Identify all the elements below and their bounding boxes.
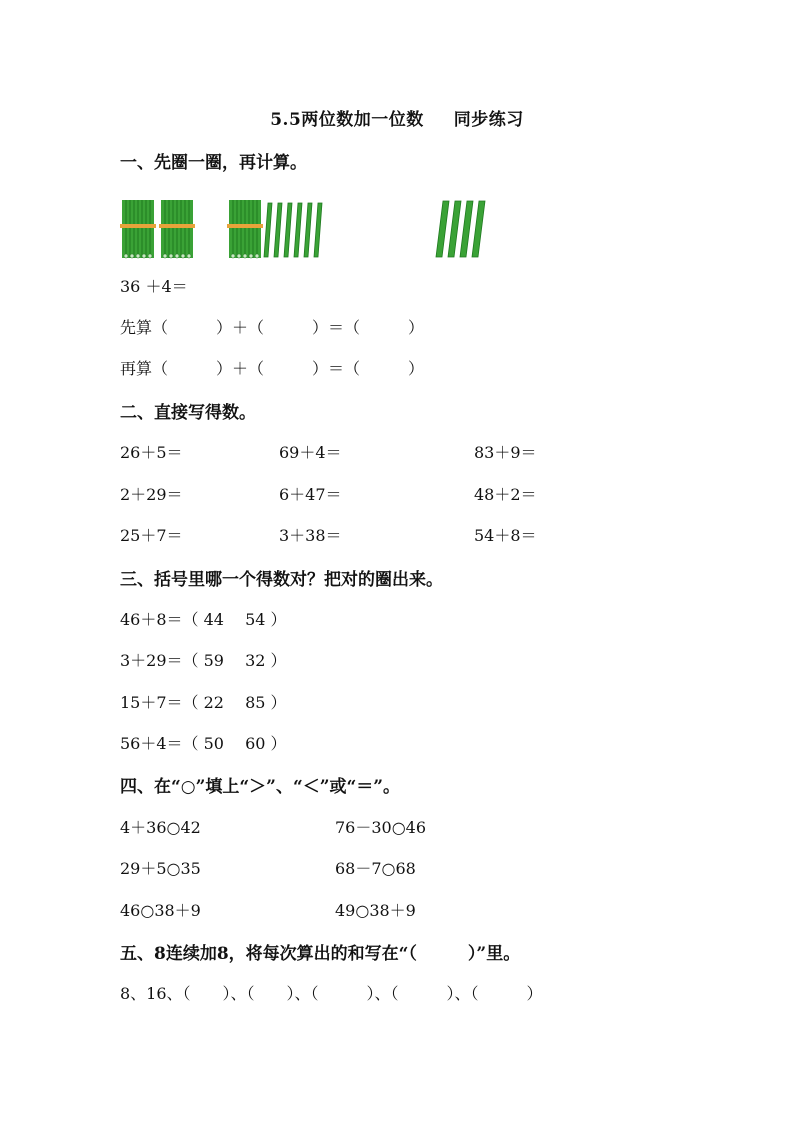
problem-cell: 69＋4＝	[279, 443, 342, 462]
title-part1: 5.5两位数加一位数	[270, 110, 424, 130]
section5-heading: 五、8连续加8，将每次算出的和写在“（ ）”里。	[120, 944, 521, 964]
section4-heading: 四、在“○”填上“＞”、“＜”或“＝”。	[120, 777, 401, 797]
section2-heading: 二、直接写得数。	[120, 403, 256, 423]
compare-cell: 76－30○46	[335, 818, 427, 837]
compare-cell: 49○38＋9	[335, 901, 416, 920]
problem-cell: 48＋2＝	[474, 485, 537, 504]
choice-row: 46＋8＝（ 44 54 ）	[120, 610, 287, 629]
section1-step1: 先算（ ）＋（ ）＝（ ）	[120, 318, 425, 337]
compare-cell: 46○38＋9	[120, 901, 201, 920]
choice-row: 3＋29＝（ 59 32 ）	[120, 651, 287, 670]
title-part2: 同步练习	[453, 110, 524, 130]
section1-step2: 再算（ ）＋（ ）＝（ ）	[120, 359, 425, 378]
compare-cell: 4＋36○42	[120, 818, 201, 837]
sequence-row: 8、16、（ ）、（ ）、（ ）、（ ）、（ ）	[120, 984, 543, 1003]
loose-sticks-six	[262, 201, 328, 259]
compare-cell: 68－7○68	[335, 859, 416, 878]
problem-cell: 54＋8＝	[474, 526, 537, 545]
problem-cell: 3＋38＝	[279, 526, 342, 545]
section3-heading: 三、括号里哪一个得数对？把对的圈出来。	[120, 570, 443, 590]
problem-cell: 83＋9＝	[474, 443, 537, 462]
section1-heading: 一、先圈一圈，再计算。	[120, 153, 307, 173]
stick-bundle-1	[120, 198, 156, 260]
problem-cell: 6＋47＝	[279, 485, 342, 504]
choice-row: 56＋4＝（ 50 60 ）	[120, 734, 287, 753]
problem-cell: 25＋7＝	[120, 526, 183, 545]
stick-bundle-2	[159, 198, 195, 260]
problem-cell: 26＋5＝	[120, 443, 183, 462]
section1-equation: 36 ＋4＝	[120, 277, 188, 296]
compare-cell: 29＋5○35	[120, 859, 201, 878]
choice-row: 15＋7＝（ 22 85 ）	[120, 693, 287, 712]
page-title	[0, 105, 794, 130]
problem-cell: 2＋29＝	[120, 485, 183, 504]
stick-bundle-3	[227, 198, 263, 260]
loose-sticks-four	[433, 199, 493, 259]
